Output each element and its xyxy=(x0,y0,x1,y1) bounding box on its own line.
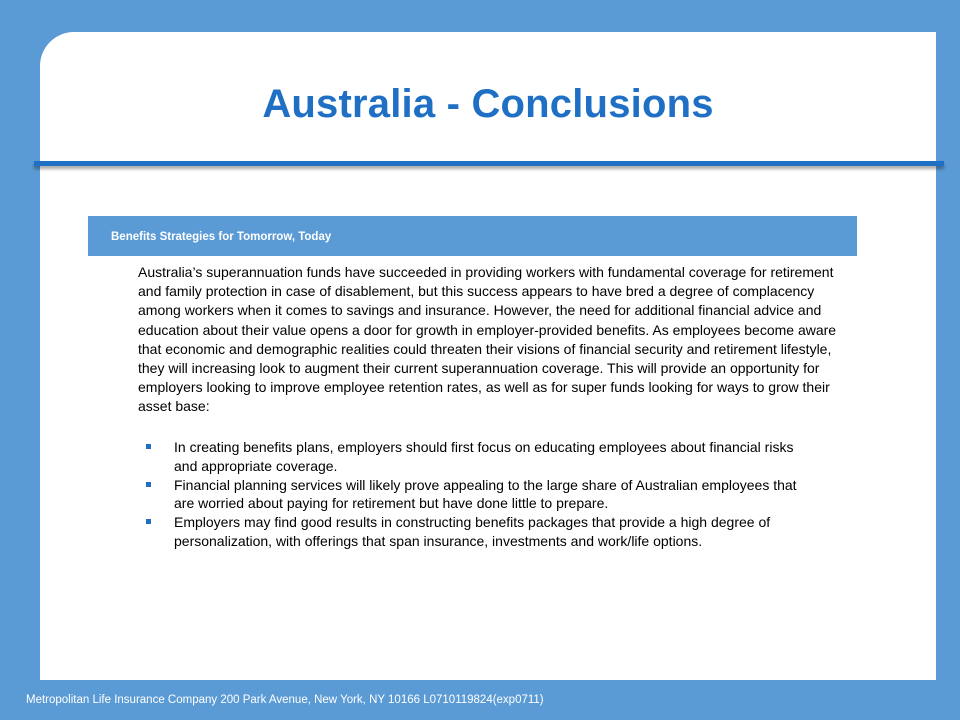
bullet-text: Employers may find good results in constructing benefits packages that provide a high degree of personalization, with offerings that span insurance, investments and work/life options. xyxy=(174,514,771,549)
bullet-text: In creating benefits plans, employers should first focus on educating employees about financial risks and appropriate coverage. xyxy=(174,439,794,474)
square-bullet-icon xyxy=(146,482,151,487)
bullet-text: Financial planning services will likely prove appealing to the large share of Australian employees that are worried about paying for retirement but have done little to prepare. xyxy=(174,476,797,512)
footer-text: Metropolitan Life Insurance Company 200 Park Avenue, New York, NY 10166 L0710119824(exp0711) xyxy=(26,694,544,706)
body-paragraph: Australia’s superannuation funds have succeeded in providing workers with fundamental coverage for retirement and family protection in case of disablement, but this success appears to have bred a degree of complacency among workers when it comes to savings and insurance. However, the need for additional financial advice and education about their value opens a door for growth in employer-provided benefits. As employees become aware that economic and demographic realities could threaten their visions of financial security and retirement lifestyle, they will increasing look to augment their current superannuation coverage. This will provide an opportunity for employers looking to improve employee retention rates, as well as for super funds looking for ways to grow their asset base: xyxy=(138,264,837,415)
bullet-list xyxy=(138,438,818,551)
slide-title: Australia - Conclusions xyxy=(262,82,714,126)
square-bullet-icon xyxy=(146,444,151,449)
title-divider xyxy=(34,161,944,166)
bullet-item xyxy=(138,513,818,551)
bullet-item xyxy=(138,476,818,514)
square-bullet-icon xyxy=(146,519,151,524)
bullet-item xyxy=(138,438,818,476)
section-header-label: Benefits Strategies for Tomorrow, Today xyxy=(111,231,332,243)
section-header-bar xyxy=(88,216,857,256)
